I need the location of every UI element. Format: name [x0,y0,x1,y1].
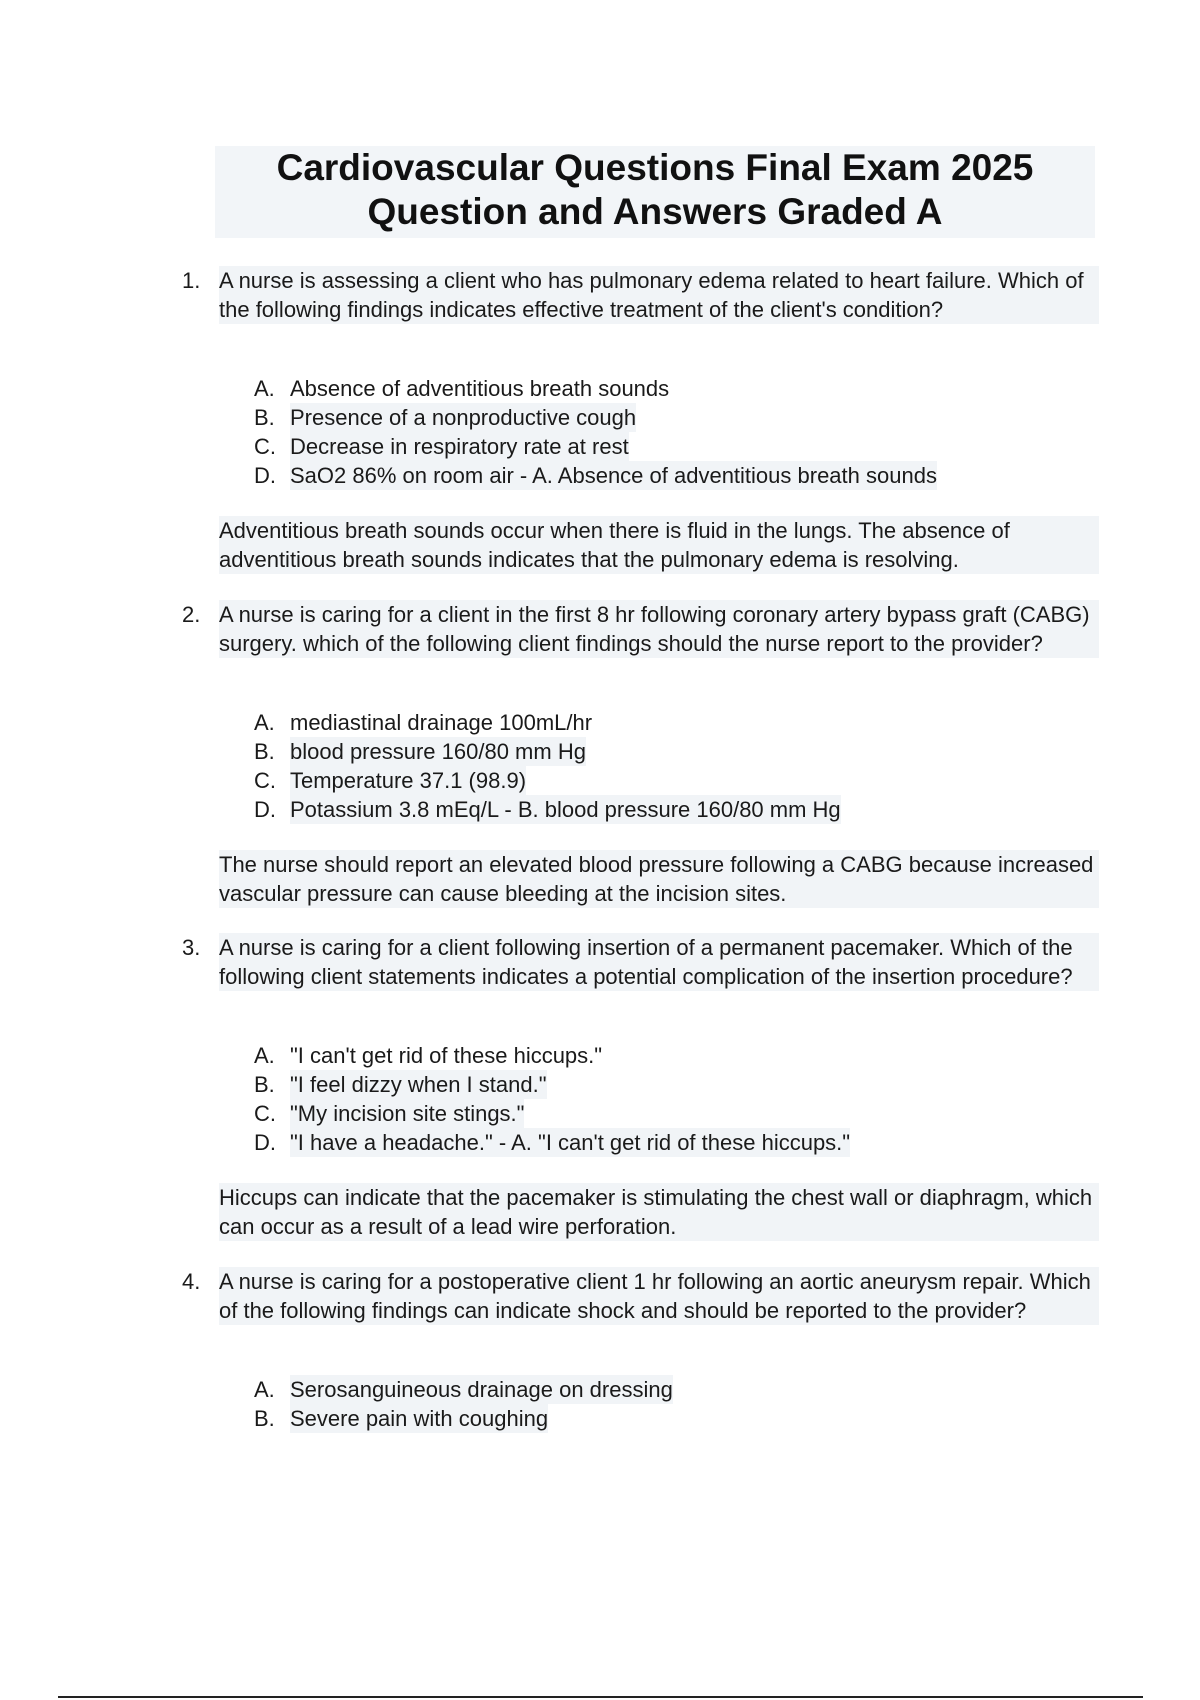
question-number: 1. [182,268,201,293]
option-letter: D. [254,463,276,488]
option-letter: C. [254,1101,276,1126]
option-b [254,403,1094,432]
option-text: Serosanguineous drainage on dressing [290,1377,673,1402]
option-text: Temperature 37.1 (98.9) [290,768,527,793]
option-d [254,795,1094,824]
title-line-1: Cardiovascular Questions Final Exam 2025 [276,147,1034,188]
answer-options [254,1041,1094,1157]
option-d [254,1128,1094,1157]
question-text: A nurse is caring for a client in the first 8 hr following coronary artery bypass graft (CABG) surgery. which of the following client findings should the nurse report to the provider? [219,600,1099,658]
option-text: Presence of a nonproductive cough [290,405,637,430]
answer-options [254,374,1094,490]
document-title [215,146,1095,238]
option-letter: A. [254,376,275,401]
answer-rationale: Hiccups can indicate that the pacemaker is stimulating the chest wall or diaphragm, which can occur as a result of a lead wire perforation. [219,1183,1099,1241]
option-a [254,708,1094,737]
option-text: Decrease in respiratory rate at rest [290,434,629,459]
option-letter: A. [254,1043,275,1068]
question-text: A nurse is assessing a client who has pulmonary edema related to heart failure. Which of the following findings indicates effective treatment of the client's condition? [219,266,1099,324]
answer-rationale: The nurse should report an elevated blood pressure following a CABG because increased vascular pressure can cause bleeding at the incision sites. [219,850,1099,908]
option-letter: A. [254,710,275,735]
option-a [254,1041,1094,1070]
option-letter: B. [254,1406,275,1431]
option-text: mediastinal drainage 100mL/hr [290,710,593,735]
option-letter: C. [254,768,276,793]
question-text: A nurse is caring for a postoperative client 1 hr following an aortic aneurysm repair. Which of the following findings can indicate shock and should be reported to the provider? [219,1267,1099,1325]
answer-rationale: Adventitious breath sounds occur when there is fluid in the lungs. The absence of adventitious breath sounds indicates that the pulmonary edema is resolving. [219,516,1099,574]
option-text: SaO2 86% on room air - A. Absence of adventitious breath sounds [290,463,937,488]
option-c [254,766,1094,795]
option-letter: D. [254,797,276,822]
option-letter: D. [254,1130,276,1155]
question-number: 3. [182,935,201,960]
question-text: A nurse is caring for a client following insertion of a permanent pacemaker. Which of the following client statements indicates a potential complication of the insertion procedure? [219,933,1099,991]
option-text: "I have a headache." - A. "I can't get rid of these hiccups." [290,1130,851,1155]
option-letter: C. [254,434,276,459]
option-text: Potassium 3.8 mEq/L - B. blood pressure 160/80 mm Hg [290,797,841,822]
question-number: 4. [182,1269,201,1294]
option-letter: B. [254,405,275,430]
option-c [254,432,1094,461]
option-a [254,1375,1094,1404]
option-text: Absence of adventitious breath sounds [290,376,670,401]
option-text: "My incision site stings." [290,1101,525,1126]
option-text: blood pressure 160/80 mm Hg [290,739,586,764]
option-text: Severe pain with coughing [290,1406,549,1431]
option-b [254,1404,1094,1433]
option-a [254,374,1094,403]
option-b [254,737,1094,766]
question-number: 2. [182,602,201,627]
option-b [254,1070,1094,1099]
title-line-2: Question and Answers Graded A [367,191,943,232]
option-letter: B. [254,739,275,764]
option-c [254,1099,1094,1128]
option-text: "I can't get rid of these hiccups." [290,1043,603,1068]
option-text: "I feel dizzy when I stand." [290,1072,547,1097]
option-letter: B. [254,1072,275,1097]
answer-options [254,708,1094,824]
option-d [254,461,1094,490]
answer-options [254,1375,1094,1433]
footer-divider [58,1696,1143,1698]
option-letter: A. [254,1377,275,1402]
